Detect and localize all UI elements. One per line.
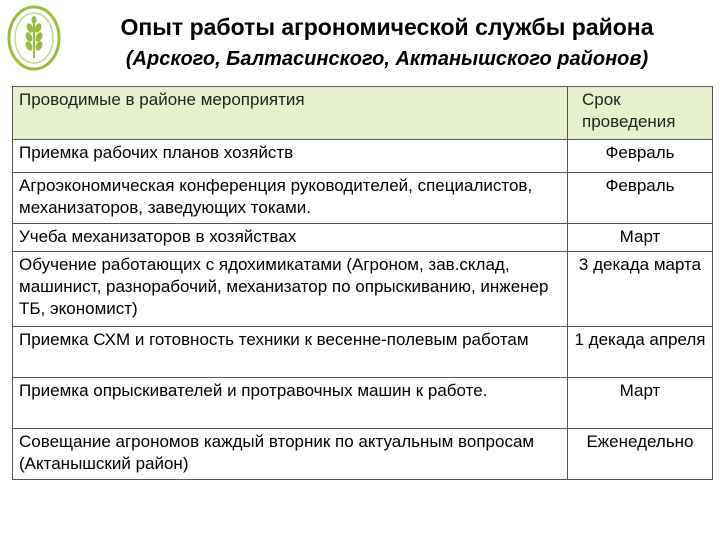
- wheat-emblem-icon: [6, 4, 62, 74]
- event-cell: Совещание агрономов каждый вторник по актуальным вопросам (Актанышский район): [13, 429, 568, 480]
- table-row: [13, 378, 713, 429]
- page-title: Опыт работы агрономической службы района: [120, 14, 654, 40]
- term-cell: Март: [568, 224, 713, 252]
- event-cell: Приемка рабочих планов хозяйств: [13, 140, 568, 173]
- events-table: [12, 86, 713, 480]
- term-cell: Февраль: [568, 173, 713, 224]
- page-subtitle: (Арского, Балтасинского, Актанышского районов): [125, 48, 649, 70]
- column-header-term: Срок проведения: [568, 87, 713, 140]
- table-row: [13, 327, 713, 378]
- table-row: [13, 224, 713, 252]
- event-cell: Агроэкономическая конференция руководителей, специалистов, механизаторов, заведующих токами.: [13, 173, 568, 224]
- table-row: [13, 252, 713, 327]
- table-header-row: [13, 87, 713, 140]
- table-row: [13, 429, 713, 480]
- term-cell: Февраль: [568, 140, 713, 173]
- event-cell: Приемка опрыскивателей и протравочных машин к работе.: [13, 378, 568, 429]
- event-cell: Обучение работающих с ядохимикатами (Агроном, зав.склад, машинист, разнорабочий, механизатор по опрыскиванию, инженер ТБ, экономист): [13, 252, 568, 327]
- table-row: [13, 140, 713, 173]
- table-row: [13, 173, 713, 224]
- term-cell: Еженедельно: [568, 429, 713, 480]
- column-header-events: Проводимые в районе мероприятия: [13, 87, 568, 140]
- term-cell: 1 декада апреля: [568, 327, 713, 378]
- event-cell: Приемка СХМ и готовность техники к весенне-полевым работам: [13, 327, 568, 378]
- ministry-emblem-logo: [6, 4, 62, 74]
- term-cell: 3 декада марта: [568, 252, 713, 327]
- term-cell: Март: [568, 378, 713, 429]
- event-cell: Учеба механизаторов в хозяйствах: [13, 224, 568, 252]
